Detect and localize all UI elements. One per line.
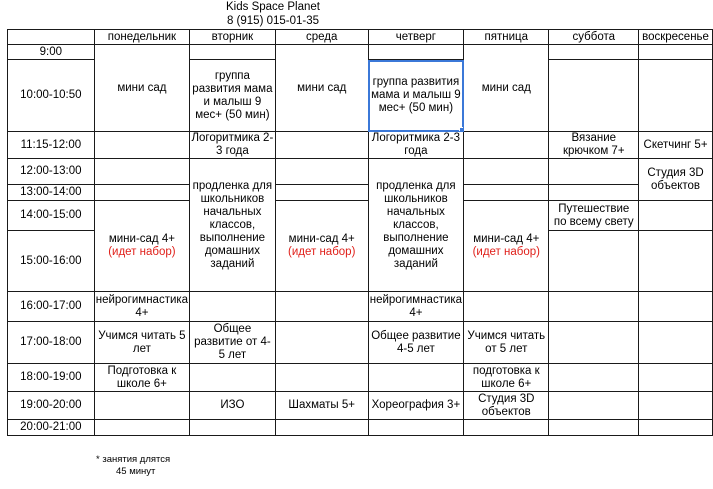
enrollment-badge: (идет набор) [288, 246, 356, 258]
cell-wed-shakhmaty[interactable]: Шахматы 5+ [275, 392, 368, 420]
cell-fri-uchimsya-chitat[interactable]: Учимся читать от 5 лет [464, 322, 549, 364]
cell-empty[interactable] [94, 132, 189, 159]
cell-empty[interactable] [275, 185, 368, 201]
day-header-wed[interactable]: среда [275, 30, 368, 45]
cell-empty[interactable] [549, 45, 639, 60]
cell-tue-prodlenka[interactable]: продленка для школьников начальных классов, выполнение домашних заданий [190, 159, 276, 292]
time-19-00[interactable]: 19:00-20:00 [8, 392, 95, 420]
cell-tue-logoritmika[interactable]: Логоритмика 2-3 года [191, 132, 274, 157]
cell-thu-mama-malysh-selected[interactable]: группа развития мама и малыш 9 мес+ (50 мин) [368, 60, 463, 132]
cell-mon-uchimsya-chitat[interactable]: Учимся читать 5 лет [94, 322, 189, 364]
cell-empty[interactable] [275, 159, 368, 185]
cell-empty[interactable] [549, 292, 639, 322]
cell-empty[interactable] [639, 231, 713, 292]
cell-sun-studiya-3d[interactable]: Студия 3D объектов [639, 159, 713, 201]
day-header-tue[interactable]: вторник [190, 30, 276, 45]
cell-fri-mini-sad-4[interactable] [464, 201, 549, 292]
cell-empty[interactable] [549, 60, 639, 132]
cell-empty[interactable] [275, 420, 368, 436]
cell-empty[interactable] [549, 322, 639, 364]
day-header-thu[interactable]: четверг [368, 30, 463, 45]
day-header-sat[interactable]: суббота [549, 30, 639, 45]
corner-cell[interactable] [8, 30, 95, 45]
cell-empty[interactable] [549, 364, 639, 392]
cell-empty[interactable] [368, 45, 463, 60]
time-17-00[interactable]: 17:00-18:00 [8, 322, 95, 364]
time-18-00[interactable]: 18:00-19:00 [8, 364, 95, 392]
cell-mon-mini-sad[interactable]: мини сад [94, 45, 189, 132]
cell-empty[interactable] [275, 364, 368, 392]
time-9-00[interactable]: 9:00 [8, 45, 95, 60]
cell-empty[interactable] [639, 392, 713, 420]
cell-empty[interactable] [190, 420, 276, 436]
footnote [96, 454, 170, 478]
cell-empty[interactable] [549, 392, 639, 420]
phone-number: 8 (915) 015-01-35 [226, 15, 320, 27]
cell-empty[interactable] [94, 420, 189, 436]
cell-empty[interactable] [464, 420, 549, 436]
cell-thu-neurogymnastika[interactable]: нейрогимнастика 4+ [368, 292, 463, 322]
cell-thu-obshchee-razvitie[interactable]: Общее развитие 4-5 лет [368, 322, 463, 364]
school-title: Kids Space Planet [226, 1, 320, 13]
enrollment-badge: (идет набор) [472, 246, 540, 258]
cell-tue-izo[interactable]: ИЗО [190, 392, 276, 420]
cell-sat-vyazanie[interactable]: Вязание крючком 7+ [549, 132, 639, 159]
cell-mon-mini-sad-4[interactable] [94, 201, 189, 292]
cell-fri-podgotovka[interactable]: подготовка к школе 6+ [464, 364, 549, 392]
cell-empty[interactable] [639, 292, 713, 322]
time-16-00[interactable]: 16:00-17:00 [8, 292, 95, 322]
cell-sat-puteshestvie[interactable]: Путешествие по всему свету [549, 201, 639, 231]
cell-empty[interactable] [549, 185, 639, 201]
cell-empty[interactable] [275, 132, 368, 159]
cell-empty[interactable] [94, 392, 189, 420]
cell-empty[interactable] [368, 420, 463, 436]
cell-empty[interactable] [639, 364, 713, 392]
cell-mon-podgotovka[interactable]: Подготовка к школе 6+ [94, 364, 189, 392]
cell-empty[interactable] [639, 420, 713, 436]
cell-empty[interactable] [549, 231, 639, 292]
cell-empty[interactable] [464, 132, 549, 159]
time-10-00[interactable]: 10:00-10:50 [8, 60, 95, 132]
cell-wed-mini-sad-4[interactable] [275, 201, 368, 292]
cell-thu-prodlenka[interactable]: продленка для школьников начальных классов, выполнение домашних заданий [368, 159, 463, 292]
time-20-00[interactable]: 20:00-21:00 [8, 420, 95, 436]
cell-fri-mini-sad[interactable]: мини сад [464, 45, 549, 132]
cell-empty[interactable] [549, 159, 639, 185]
cell-empty[interactable] [368, 364, 463, 392]
cell-tue-mama-malysh[interactable]: группа развития мама и малыш 9 мес+ (50 мин) [190, 60, 276, 132]
cell-sun-sketching[interactable]: Скетчинг 5+ [639, 132, 713, 159]
day-header-mon[interactable]: понедельник [94, 30, 189, 45]
time-11-15[interactable]: 11:15-12:00 [8, 132, 95, 159]
cell-empty[interactable] [639, 60, 713, 132]
day-header-fri[interactable]: пятница [464, 30, 549, 45]
cell-wed-mini-sad[interactable]: мини сад [275, 45, 368, 132]
cell-empty[interactable] [275, 292, 368, 322]
time-15-00[interactable]: 15:00-16:00 [8, 231, 95, 292]
class-name: мини-сад 4+ [108, 233, 175, 245]
cell-thu-khoreografiya[interactable]: Хореография 3+ [368, 392, 463, 420]
title-block [180, 0, 366, 28]
time-12-00[interactable]: 12:00-13:00 [8, 159, 95, 185]
schedule-grid [7, 29, 713, 436]
day-header-sun[interactable]: воскресенье [639, 30, 713, 45]
cell-empty[interactable] [94, 159, 189, 185]
cell-empty[interactable] [464, 292, 549, 322]
cell-fri-studiya-3d[interactable]: Студия 3D объектов [464, 392, 549, 420]
class-name: мини-сад 4+ [288, 233, 355, 245]
cell-empty[interactable] [190, 364, 276, 392]
footnote-line-2: 45 минут [116, 466, 156, 477]
cell-empty[interactable] [639, 45, 713, 60]
cell-tue-obshchee-razvitie[interactable]: Общее развитие от 4-5 лет [190, 322, 276, 364]
cell-mon-neurogymnastika[interactable]: нейрогимнастика 4+ [94, 292, 189, 322]
cell-thu-logoritmika[interactable]: Логоритмика 2-3 года [368, 132, 463, 159]
time-14-00[interactable]: 14:00-15:00 [8, 201, 95, 231]
cell-empty[interactable] [639, 201, 713, 231]
footnote-line-1: * занятия длятся [96, 454, 171, 465]
cell-empty[interactable] [190, 45, 276, 60]
cell-empty[interactable] [464, 185, 549, 201]
class-name: мини-сад 4+ [473, 233, 540, 245]
cell-empty[interactable] [190, 292, 276, 322]
cell-empty[interactable] [275, 322, 368, 364]
cell-empty[interactable] [464, 159, 549, 185]
cell-empty[interactable] [549, 420, 639, 436]
enrollment-badge: (идет набор) [108, 246, 176, 258]
cell-empty[interactable] [639, 322, 713, 364]
cell-empty[interactable] [94, 185, 189, 201]
time-13-00[interactable]: 13:00-14:00 [8, 185, 95, 201]
